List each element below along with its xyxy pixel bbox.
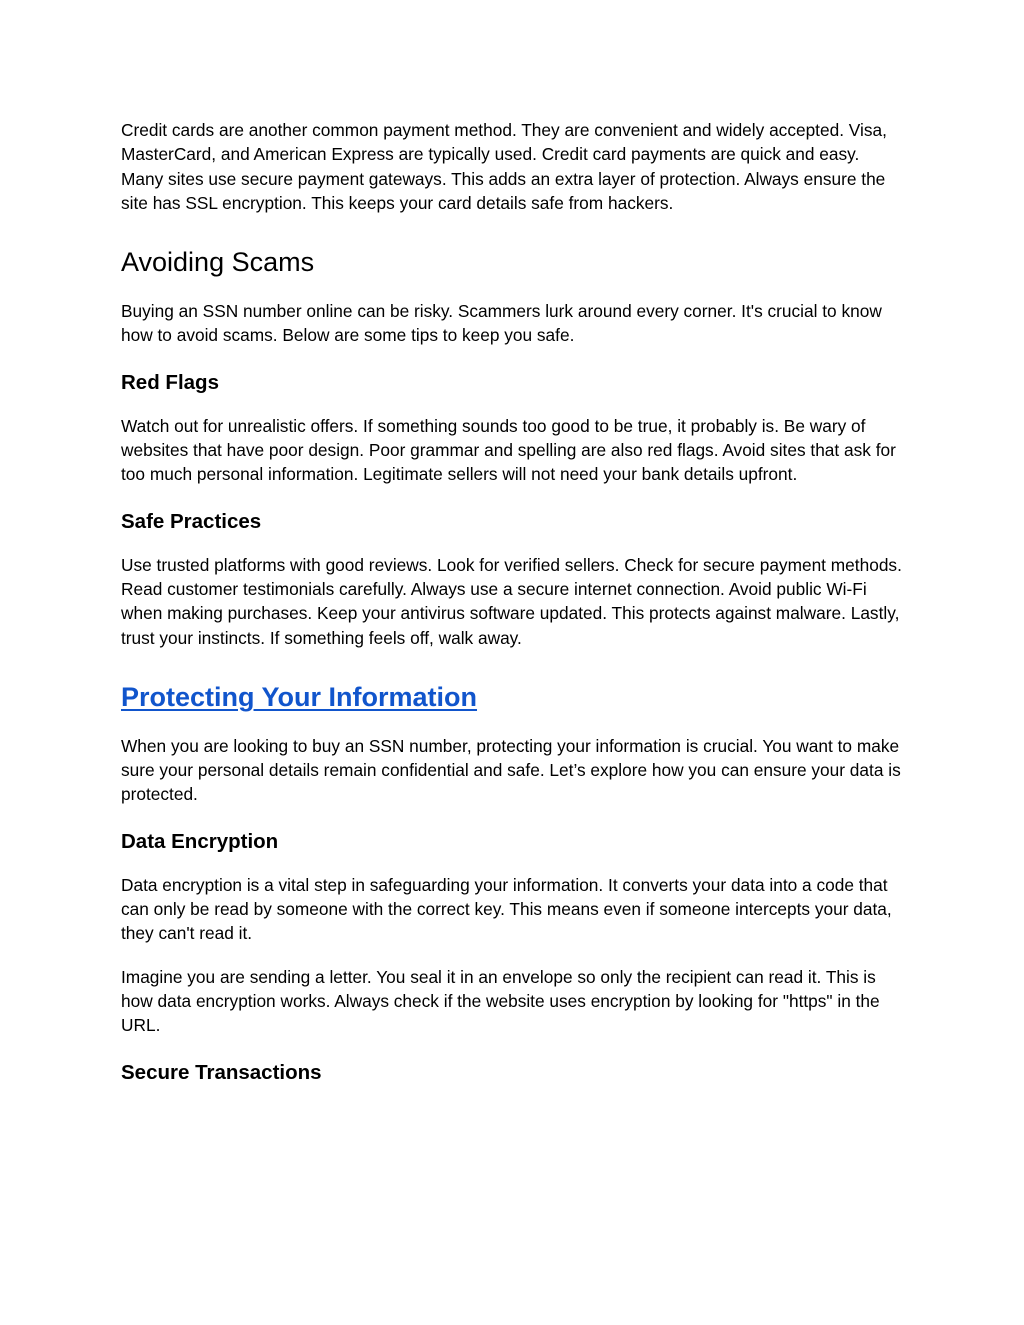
secure-transactions-heading: Secure Transactions bbox=[121, 1060, 322, 1084]
protecting-information-link[interactable]: Protecting Your Information bbox=[121, 681, 478, 712]
data-encryption-paragraph-1: Data encryption is a vital step in safeguarding your information. It converts your data into a code that can only be read by someone with the correct key. This means even if someone intercepts your data, they can't read it. bbox=[121, 874, 892, 944]
avoiding-scams-heading: Avoiding Scams bbox=[121, 247, 315, 278]
red-flags-paragraph: Watch out for unrealistic offers. If something sounds too good to be true, it probably is. Be wary of websites that have poor design. Poor grammar and spelling are also red flags. Avoid sites that ask for too much personal information. Legitimate sellers will not need your bank details upfront. bbox=[121, 415, 896, 485]
data-encryption-paragraph-2: Imagine you are sending a letter. You seal it in an envelope so only the recipient can read it. This is how data encryption works. Always check if the website uses encryption by looking for "https" in the URL. bbox=[121, 966, 880, 1036]
protecting-information-paragraph: When you are looking to buy an SSN number, protecting your information is crucial. You want to make sure your personal details remain confidential and safe. Let’s explore how you can ensure your data is protected. bbox=[121, 735, 901, 805]
data-encryption-heading: Data Encryption bbox=[121, 829, 279, 853]
avoiding-scams-paragraph: Buying an SSN number online can be risky. Scammers lurk around every corner. It's crucial to know how to avoid scams. Below are some tips to keep you safe. bbox=[121, 301, 882, 346]
red-flags-heading: Red Flags bbox=[121, 370, 219, 394]
safe-practices-heading: Safe Practices bbox=[121, 509, 262, 533]
protecting-information-heading bbox=[121, 680, 906, 714]
safe-practices-paragraph: Use trusted platforms with good reviews. Look for verified sellers. Check for secure payment methods. Read customer testimonials carefully. Always use a secure internet connection. Avoid public Wi-Fi when making purchases. Keep your antivirus software updated. This protects against malware. Lastly, trust your instincts. If something feels off, walk away. bbox=[121, 554, 902, 648]
intro-paragraph: Credit cards are another common payment method. They are convenient and widely accepted. Visa, MasterCard, and American Express are typically used. Credit card payments are quick and easy. Many sites use secure payment gateways. This adds an extra layer of protection. Always ensure the site has SSL encryption. This keeps your card details safe from hackers. bbox=[121, 120, 887, 213]
document-page bbox=[121, 118, 906, 1086]
